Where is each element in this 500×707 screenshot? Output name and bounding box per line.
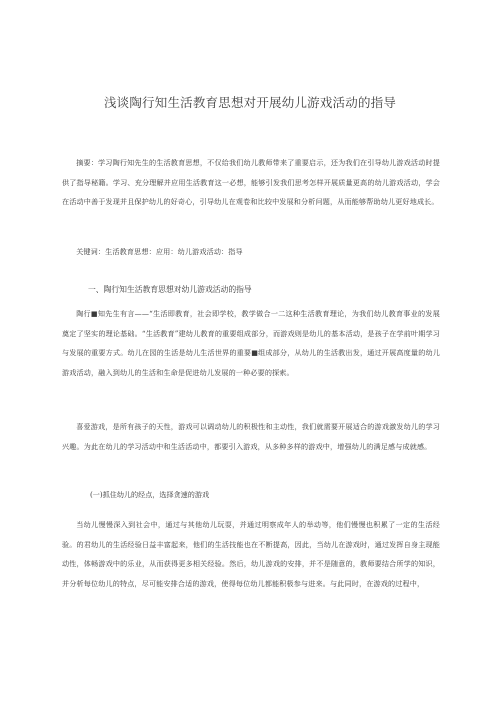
section-heading: 一、陶行知生活教育思想对幼儿游戏活动的指导	[88, 285, 252, 294]
abstract-paragraph: 摘要：学习陶行知先生的生活教育思想，不仅给我们幼儿教师带来了重要启示，还为我们在引导幼儿游戏活动时提供了指导秘籍。学习、充分理解并应用生活教育这一必想，能够引发我们思考怎样开展质量更高的幼儿游戏活动，学会在活动中善于发现并且保护幼儿的好奇心，引导幼儿在观卷和比较中发展和分析问题，从而能够帮助幼儿更好地成长。	[62, 158, 440, 206]
body-paragraph-2: 喜爱游戏，是所有孩子的天性，游戏可以调动幼儿的积极性和主动性，我们就需要开展适合的游戏激发幼儿的学习兴趣。为此在幼儿的学习活动中和生活活动中，都要引入游戏，从多种多样的游戏中，增强幼儿的满足感与成就感。	[62, 422, 440, 451]
body-paragraph-1: 陶行■知先生有言——“生活即教育，社会即学校，教学做合一二这种生活教育理论，为我们幼儿教育事业的发展奠定了坚实的理论基础。“生活教育”建幼儿教育的重要组成部分，而游戏则是幼儿的基本活动，是孩子在学前叶期学习与发展的重要方式。幼儿在园的生活是幼儿生活世界的重要■组成部分，从幼儿的生活教出发，通过开展高度量的幼儿游戏活动，融入到幼儿的生活和生命是促进幼儿发展的一种必要的探索。	[62, 309, 440, 377]
keywords-line: 关键词：生活教育思想：应用：幼儿游戏活动：指导	[76, 247, 243, 256]
body-paragraph-3: 当幼儿慢慢深入到社会中，通过与其他幼儿玩耍，并通过明察成年人的举动等，他们慢慢也积累了一定的生活经验。的君幼儿的生活经验日益丰富起来，他们的生活技能也在不断提高，因此，当幼儿在游戏时，通过发挥自身主现能动性，体畅游戏中的乐业，从而获得更多相关经验。然后，幼儿游戏的安排，并不是随意的，教师要结合所学的知识，并分析每位幼儿的特点，尽可能安排合适的游戏，使得每位幼儿都能积极参与进来。与此同时，在游戏的过程中，	[62, 520, 440, 588]
subsection-heading: (一)抓住幼儿的经点，选择贪速的游戏	[90, 490, 210, 499]
document-title: 浅谈陶行知生活教育思想对开展幼儿游戏活动的指导	[103, 95, 397, 110]
